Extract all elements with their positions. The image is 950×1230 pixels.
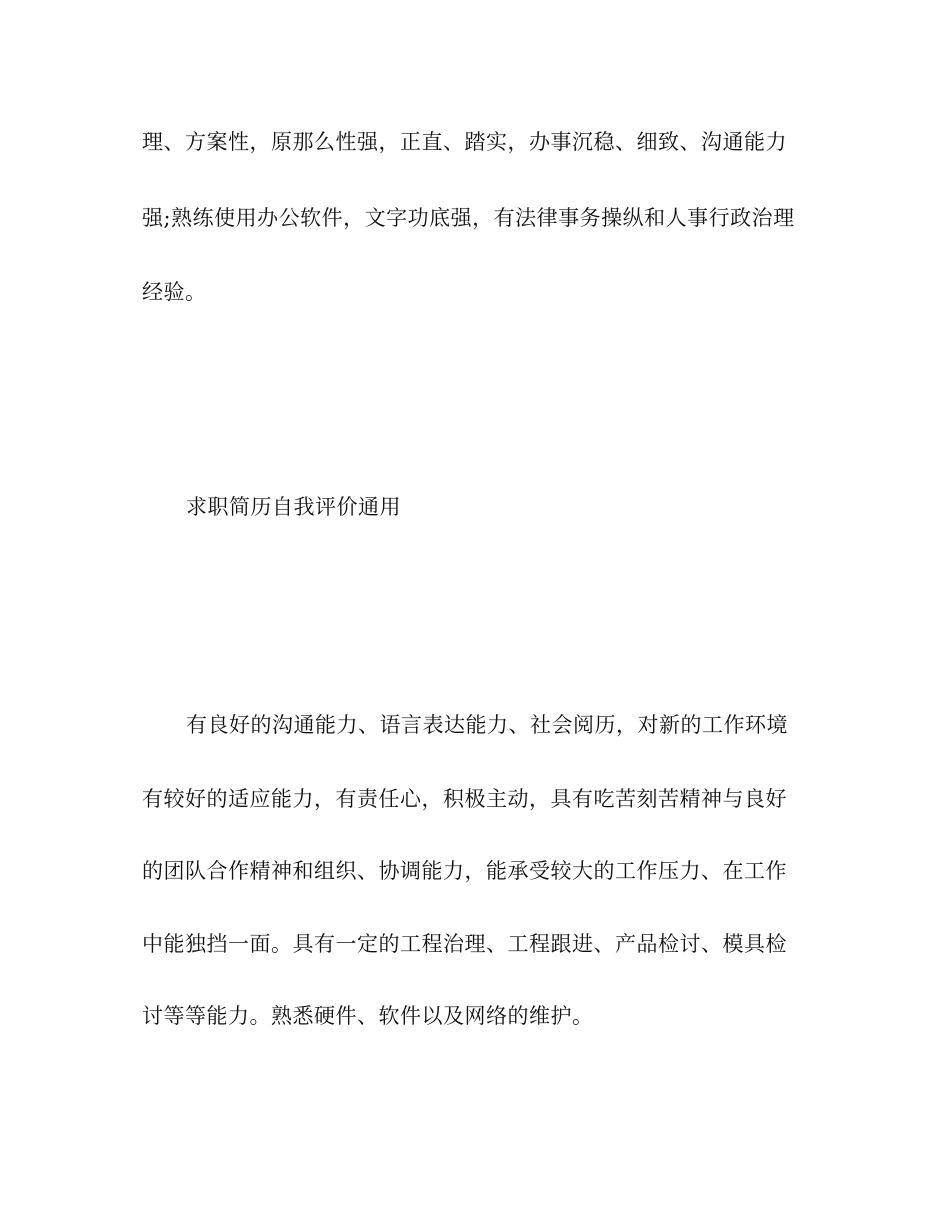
paragraph-1-line-3: 经验。 <box>142 280 207 304</box>
paragraph-2-line-3: 的团队合作精神和组织、协调能力，能承受较大的工作压力、在工作 <box>142 859 787 883</box>
paragraph-2-line-1: 有良好的沟通能力、语言表达能力、社会阅历，对新的工作环境 <box>186 713 788 737</box>
paragraph-2-line-5: 讨等等能力。熟悉硬件、软件以及网络的维护。 <box>142 1004 594 1028</box>
paragraph-1-line-2: 强;熟练使用办公软件，文字功底强，有法律事务操纵和人事行政治理 <box>142 206 795 230</box>
paragraph-1-line-1: 理、方案性，原那么性强，正直、踏实，办事沉稳、细致、沟通能力 <box>142 130 787 154</box>
paragraph-2-line-2: 有较好的适应能力，有责任心，积极主动，具有吃苦刻苦精神与良好 <box>142 787 787 811</box>
paragraph-2-line-4: 中能独挡一面。具有一定的工程治理、工程跟进、产品检讨、模具检 <box>142 932 787 956</box>
section-heading: 求职简历自我评价通用 <box>186 495 401 519</box>
